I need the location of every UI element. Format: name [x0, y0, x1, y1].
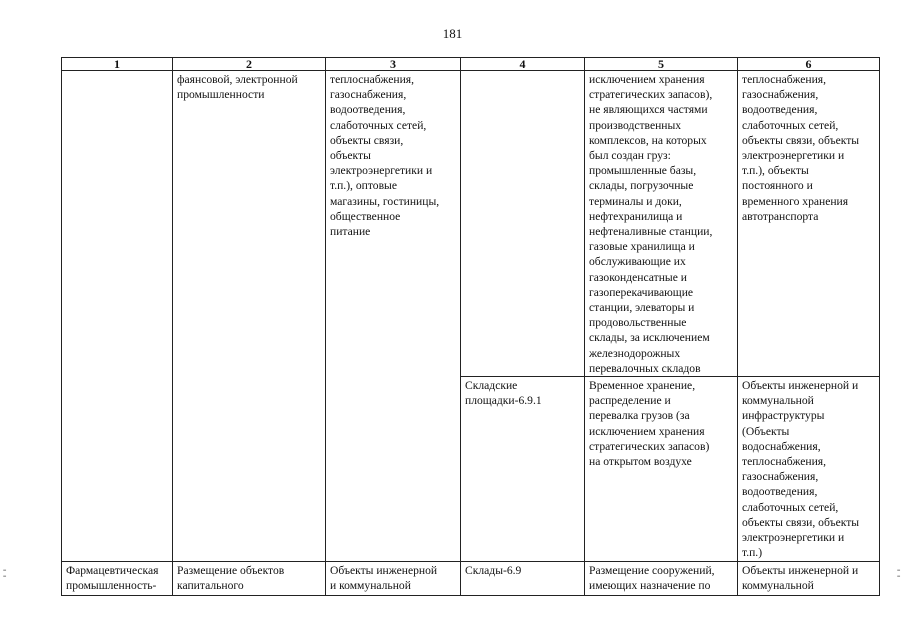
table-row — [62, 71, 880, 377]
cell-use-description — [585, 561, 738, 595]
cell-text: Склады-6.9 — [465, 563, 522, 577]
cell-permitted-objects: Объекты инженерной и коммунальной инфраструктуры (Объекты водоснабжения, теплоснабжения, газоснабжения, водоотведения, слаботочных сетей, объекты связи, объекты электроэнергетики и т.п.) — [738, 377, 880, 561]
header-cell: 2 — [173, 58, 326, 71]
header-cell: 1 — [62, 58, 173, 71]
land-use-table — [61, 57, 880, 596]
table-row — [62, 561, 880, 595]
header-cell: 3 — [326, 58, 461, 71]
cell-text: Фармацевтическая промышленность- — [66, 563, 159, 592]
cell-auxiliary-uses: теплоснабжения, газоснабжения, водоотведения, слаботочных сетей, объекты связи, объекты электроэнергетики и т.п.), оптовые магазины, гостиницы, общественное питание — [326, 71, 461, 562]
cell-text: Объекты инженерной и коммунальной — [330, 563, 438, 592]
cell-use-description: Временное хранение, распределение и перевалка грузов (за исключением хранения стратегических запасов) на открытом воздухе — [585, 377, 738, 561]
header-row — [62, 58, 880, 71]
cell-use-type — [461, 71, 585, 377]
header-cell: 5 — [585, 58, 738, 71]
cell-use-description: исключением хранения стратегических запасов), не являющихся частями производственных комплексов, на которых был создан груз: промышленные базы, склады, погрузочные терминалы и доки, нефтехранилища и нефтеналивные станции, газовые хранилища и обслуживающие их газоконденсатные и газоперекачивающие станции, элеваторы и продовольственные склады, за исключением железнодорожных перевалочных складов — [585, 71, 738, 377]
cell-text: Размещение объектов капитального — [177, 563, 285, 592]
cell-zone-name — [62, 561, 173, 595]
cell-zone-description — [173, 561, 326, 595]
cell-zone-name — [62, 71, 173, 562]
right-margin-mark: ≡ ≡ — [897, 568, 901, 580]
cell-permitted-objects: теплоснабжения, газоснабжения, водоотведения, слаботочных сетей, объекты связи, объекты электроэнергетики и т.п.), объекты постоянного и временного хранения автотранспорта — [738, 71, 880, 377]
left-margin-mark: ≡ ≡ — [3, 568, 7, 580]
header-cell: 4 — [461, 58, 585, 71]
cell-zone-description: фаянсовой, электронной промышленности — [173, 71, 326, 562]
cell-use-type — [461, 561, 585, 595]
cell-text: Размещение сооружений, имеющих назначение по — [589, 563, 715, 592]
cell-text: Объекты инженерной и коммунальной — [742, 563, 859, 592]
cell-permitted-objects — [738, 561, 880, 595]
cell-auxiliary-uses — [326, 561, 461, 595]
header-cell: 6 — [738, 58, 880, 71]
page-number: 181 — [442, 26, 463, 41]
cell-use-type: Складские площадки-6.9.1 — [461, 377, 585, 561]
